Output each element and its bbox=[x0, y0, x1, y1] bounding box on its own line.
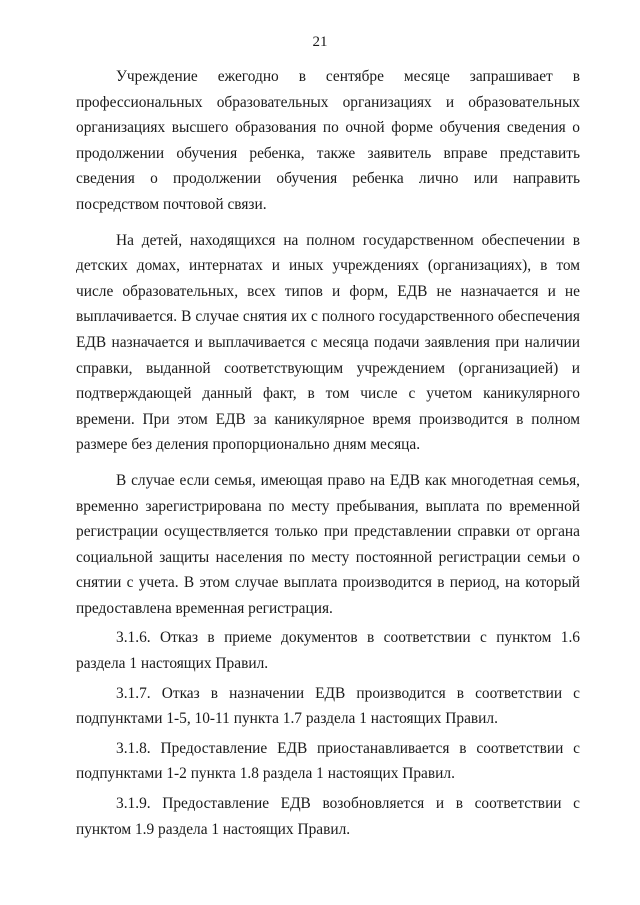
clause-3-1-8: 3.1.8. Предоставление ЕДВ приостанавливается в соответствии с подпунктами 1-2 пункта 1.8 раздела 1 настоящих Правил. bbox=[76, 739, 580, 783]
paragraph-temporary-registration: В случае если семья, имеющая право на ЕДВ как многодетная семья, временно зарегистрирована по месту пребывания, выплата по временной регистрации осуществляется только при представлении справки от органа социальной защиты населения по месту постоянной регистрации семьи о снятии с учета. В этом случае выплата производится в период, на который предоставлена временная регистрация. bbox=[76, 471, 580, 617]
clause-3-1-6: 3.1.6. Отказ в приеме документов в соответствии с пунктом 1.6 раздела 1 настоящих Правил. bbox=[76, 629, 580, 673]
paragraph-school-info-request: Учреждение ежегодно в сентябре месяце запрашивает в профессиональных образовательных организациях и образовательных организациях высшего образования по очной форме обучения сведения о продолжении обучения ребенка, также заявитель вправе представить сведения о продолжении обучения ребенка лично или направить посредством почтовой связи. bbox=[76, 68, 580, 213]
document-body bbox=[76, 64, 580, 842]
clause-3-1-9: 3.1.9. Предоставление ЕДВ возобновляется и в соответствии с пунктом 1.9 раздела 1 настоящих Правил. bbox=[76, 795, 580, 838]
paragraph-state-support-children: На детей, находящихся на полном государственном обеспечении в детских домах, интернатах и иных учреждениях (организациях), в том числе образовательных, всех типов и форм, ЕДВ не назначается и не выплачивается. В случае снятия их с полного государственного обеспечения ЕДВ назначается и выплачивается с месяца подачи заявления при наличии справки, выданной соответствующим учреждением (организацией) и подтверждающей данный факт, в том числе с учетом каникулярного времени. При этом ЕДВ за каникулярное время производится в полном размере без деления пропорционально дням месяца. bbox=[76, 231, 580, 454]
clause-3-1-7: 3.1.7. Отказ в назначении ЕДВ производится в соответствии с подпунктами 1-5, 10-11 пункта 1.7 раздела 1 настоящих Правил. bbox=[76, 684, 580, 728]
page-number: 21 bbox=[312, 34, 328, 50]
